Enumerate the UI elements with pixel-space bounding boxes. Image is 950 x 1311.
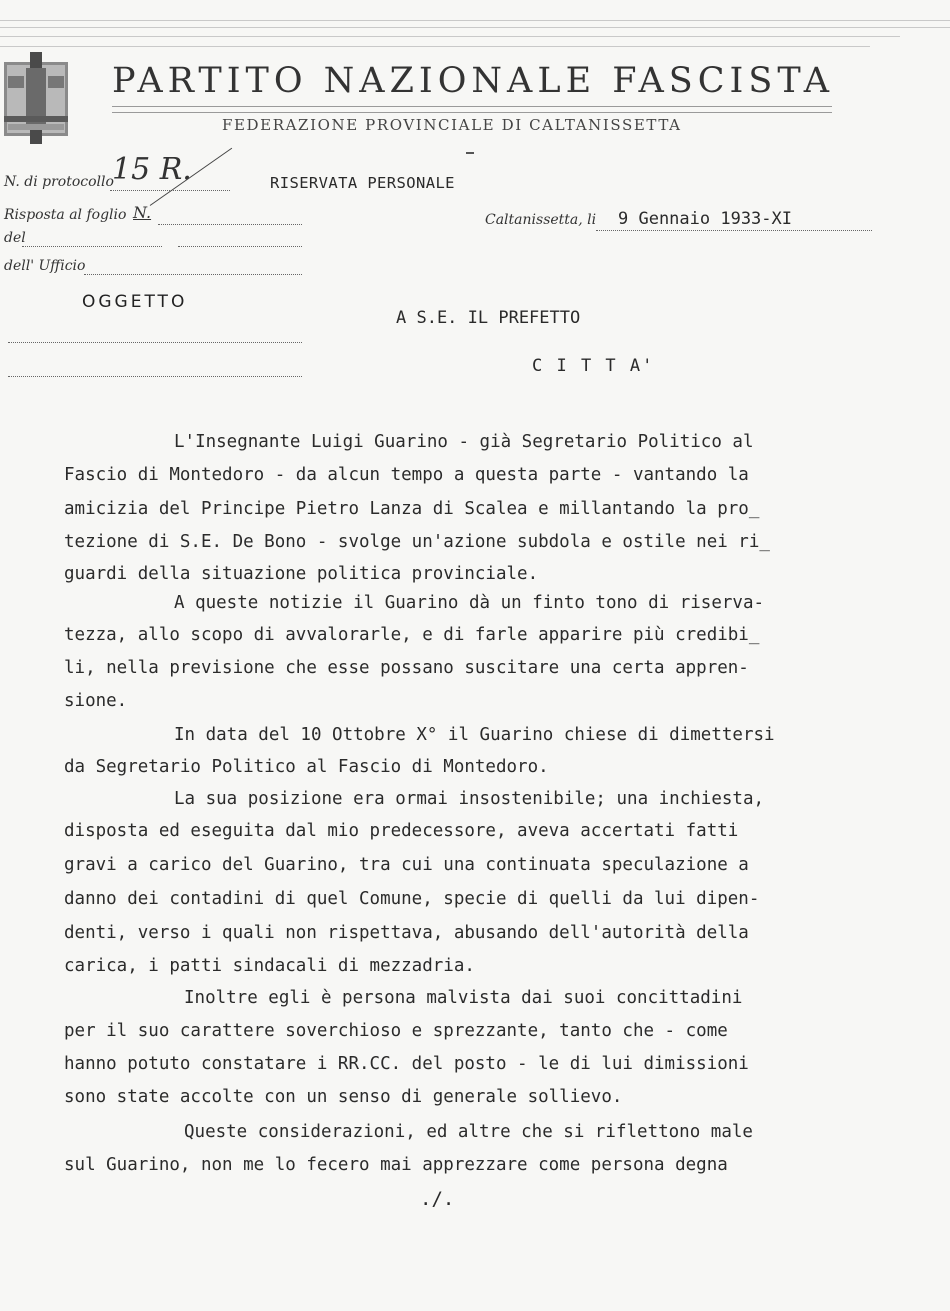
- date-value: 9 Gennaio 1933-XI: [618, 209, 792, 229]
- body-line: li, nella previsione che esse possano suscitare una certa appren-: [64, 658, 749, 678]
- letterhead-rule: [112, 106, 832, 107]
- del-dotline: [22, 246, 162, 247]
- subject-label: OGGETTO: [82, 292, 188, 312]
- subject-dotline: [8, 376, 302, 377]
- fasces-emblem-icon: [4, 52, 70, 144]
- body-line: guardi della situazione politica provinciale.: [64, 564, 539, 584]
- body-line: sione.: [64, 691, 128, 711]
- body-line: hanno potuto constatare i RR.CC. del posto - le di lui dimissioni: [64, 1054, 749, 1074]
- body-line: Inoltre egli è persona malvista dai suoi concittadini: [184, 988, 743, 1008]
- reply-dotline: [158, 224, 302, 225]
- addressee-line-1: A S.E. IL PREFETTO: [396, 308, 581, 328]
- addressee-line-2: C I T T A': [532, 356, 655, 376]
- body-line: gravi a carico del Guarino, tra cui una continuata speculazione a: [64, 855, 749, 875]
- reply-label: Risposta al foglio: [4, 207, 127, 223]
- separator-dash: [466, 152, 474, 154]
- body-line: denti, verso i quali non rispettava, abusando dell'autorità della: [64, 923, 749, 943]
- party-name: PARTITO NAZIONALE FASCISTA: [112, 61, 835, 101]
- body-line: per il suo carattere soverchioso e sprezzante, tanto che - come: [64, 1021, 728, 1041]
- top-rule: [0, 27, 950, 28]
- body-line: tezione di S.E. De Bono - svolge un'azione subdola e ostile nei ri_: [64, 532, 770, 552]
- protocol-number-handwritten: 15 R.: [112, 152, 192, 187]
- letterhead-rule: [112, 112, 832, 113]
- body-line: disposta ed eseguita dal mio predecessore, aveva accertati fatti: [64, 821, 739, 841]
- top-rule: [0, 36, 900, 37]
- body-line: da Segretario Politico al Fascio di Montedoro.: [64, 757, 549, 777]
- body-line: A queste notizie il Guarino dà un finto tono di riserva-: [174, 593, 765, 613]
- continuation-mark: ./.: [420, 1188, 455, 1210]
- del-dotline-right: [178, 246, 302, 247]
- body-line: L'Insegnante Luigi Guarino - già Segretario Politico al: [174, 432, 754, 452]
- office-dotline: [84, 274, 302, 275]
- body-line: danno dei contadini di quel Comune, specie di quelli da lui dipen-: [64, 889, 760, 909]
- classification-stamp: RISERVATA PERSONALE: [270, 174, 455, 192]
- date-label: Caltanissetta, li: [485, 212, 597, 228]
- date-dotline: [596, 230, 872, 231]
- subject-dotline: [8, 342, 302, 343]
- office-label: dell' Ufficio: [4, 258, 86, 274]
- del-label: del: [4, 230, 26, 246]
- body-line: tezza, allo scopo di avvalorarle, e di farle apparire più credibi_: [64, 625, 760, 645]
- reply-value: N.: [133, 203, 152, 222]
- body-line: sono state accolte con un senso di generale sollievo.: [64, 1087, 623, 1107]
- federation-name: FEDERAZIONE PROVINCIALE DI CALTANISSETTA: [222, 116, 682, 134]
- body-line: Queste considerazioni, ed altre che si riflettono male: [184, 1122, 753, 1142]
- body-line: Fascio di Montedoro - da alcun tempo a questa parte - vantando la: [64, 465, 749, 485]
- top-rule: [0, 20, 950, 21]
- body-line: In data del 10 Ottobre X° il Guarino chiese di dimettersi: [174, 725, 775, 745]
- body-line: La sua posizione era ormai insostenibile; una inchiesta,: [174, 789, 765, 809]
- top-rule: [0, 46, 870, 47]
- body-line: sul Guarino, non me lo fecero mai apprezzare come persona degna: [64, 1155, 728, 1175]
- body-line: carica, i patti sindacali di mezzadria.: [64, 956, 475, 976]
- body-line: amicizia del Principe Pietro Lanza di Scalea e millantando la pro_: [64, 499, 760, 519]
- protocol-label: N. di protocollo: [4, 174, 114, 190]
